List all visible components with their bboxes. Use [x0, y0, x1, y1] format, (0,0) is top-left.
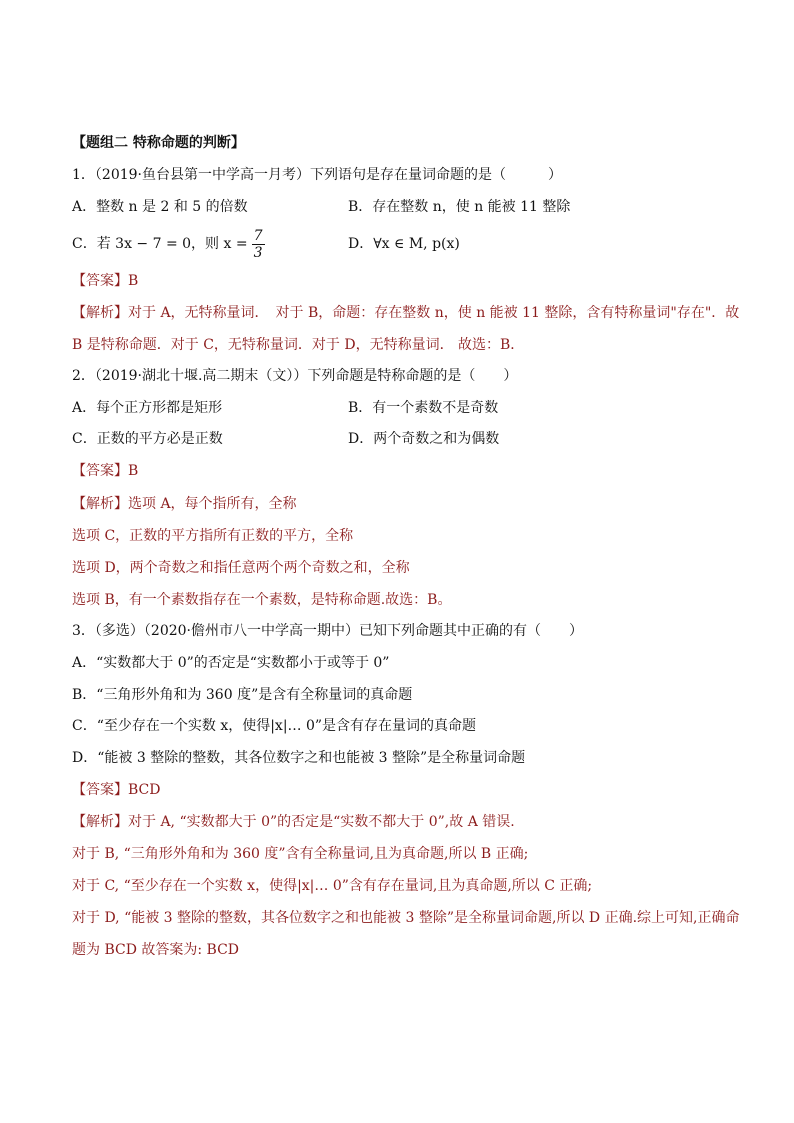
q3-analysis-line-2: 对于 B, “三角形外角和为 360 度”含有全称量词,且为真命题,所以 B 正确;	[72, 846, 529, 862]
q2-option-b: B．有一个素数不是奇数	[348, 400, 499, 416]
q2-option-c: C．正数的平方必是正数	[72, 431, 223, 447]
q1-fraction-denominator: 3	[253, 244, 263, 261]
q3-analysis-line-1: 【解析】对于 A, “实数都大于 0”的否定是“实数不都大于 0”,故 A 错误.	[72, 814, 515, 830]
q2-option-a: A．每个正方形都是矩形	[72, 400, 223, 416]
q3-option-b: B．“三角形外角和为 360 度”是含有全称量词的真命题	[72, 687, 413, 703]
q1-analysis-line-1: 【解析】对于 A，无特称量词． 对于 B，命题：存在整数 n，使 n 能被 11 整除，含有特称量词"存在"．故	[72, 305, 740, 321]
q1-option-a: A．整数 n 是 2 和 5 的倍数	[72, 199, 248, 215]
q1-option-d: D．∀x ∈ M, p(x)	[348, 236, 460, 252]
q3-analysis-line-3: 对于 C, “至少存在一个实数 x，使得|x|… 0”含有存在量词,且为真命题,所以 C 正确;	[72, 878, 593, 894]
q2-stem: 2．（2019·湖北十堰.高二期末（文））下列命题是特称命题的是（ ）	[72, 368, 518, 384]
q3-analysis-line-5: 题为 BCD 故答案为: BCD	[72, 942, 240, 958]
q2-analysis-line-3: 选项 D，两个奇数之和指任意两个两个奇数之和，全称	[72, 560, 410, 576]
q3-stem: 3．（多选）（2020·儋州市八一中学高一期中）已知下列命题其中正确的有（ ）	[72, 623, 583, 639]
q3-option-c: C．“至少存在一个实数 x，使得|x|… 0”是含有存在量词的真命题	[72, 718, 477, 734]
q1-analysis-line-2: B 是特称命题．对于 C，无特称量词．对于 D，无特称量词． 故选：B．	[72, 337, 525, 353]
q3-analysis-line-4: 对于 D, “能被 3 整除的整数，其各位数字之和也能被 3 整除”是全称量词命题,所以 D 正确.综上可知,正确命	[72, 910, 740, 926]
q3-answer: 【答案】BCD	[72, 782, 161, 798]
q2-analysis-line-4: 选项 B，有一个素数指存在一个素数，是特称命题.故选：B。	[72, 592, 452, 608]
q1-stem: 1．（2019·鱼台县第一中学高一月考）下列语句是存在量词命题的是（ ）	[72, 167, 562, 183]
section-title: 【题组二 特称命题的判断】	[72, 135, 245, 151]
q2-analysis-line-1: 【解析】选项 A，每个指所有，全称	[72, 496, 297, 512]
q3-option-d: D．“能被 3 整除的整数，其各位数字之和也能被 3 整除”是全称量词命题	[72, 750, 526, 766]
q3-option-a: A．“实数都大于 0”的否定是“实数都小于或等于 0”	[72, 655, 390, 671]
q1-option-c	[72, 226, 265, 262]
q1-answer: 【答案】B	[72, 273, 139, 289]
q1-option-b: B．存在整数 n，使 n 能被 11 整除	[348, 199, 571, 215]
q1-fraction	[252, 228, 265, 261]
q1-option-c-text: C．若 3x − 7 = 0，则 x =	[72, 236, 248, 252]
q2-option-d: D．两个奇数之和为偶数	[348, 431, 500, 447]
q2-analysis-line-2: 选项 C，正数的平方指所有正数的平方，全称	[72, 528, 354, 544]
q1-fraction-numerator: 7	[253, 227, 263, 244]
q2-answer: 【答案】B	[72, 463, 139, 479]
